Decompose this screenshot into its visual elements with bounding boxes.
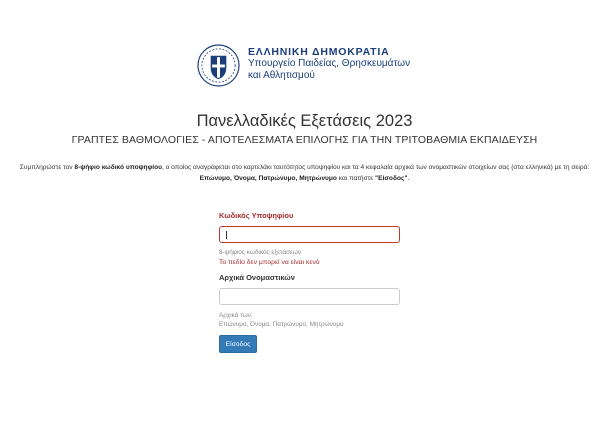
page-subtitle: ΓΡΑΠΤΕΣ ΒΑΘΜΟΛΟΓΙΕΣ - ΑΠΟΤΕΛΕΣΜΑΤΑ ΕΠΙΛΟΓΗΣ ΓΙΑ ΤΗΝ ΤΡΙΤΟΒΑΘΜΙΑ ΕΚΠΑΙΔΕΥΣΗ xyxy=(71,134,538,146)
initials-input[interactable] xyxy=(219,288,400,305)
instructions-part3: και πατήστε xyxy=(336,174,376,182)
text-caret xyxy=(226,231,227,239)
instructions-text xyxy=(2,163,607,184)
ministry-line3: και Αθλητισμού xyxy=(248,70,315,81)
ministry-line2: Υπουργείο Παιδείας, Θρησκευμάτων xyxy=(248,58,411,69)
initials-help-1: Αρχικά των: xyxy=(219,312,253,319)
instructions-bold3: "Είσοδος" xyxy=(375,174,408,182)
instructions-bold1: 8-ψήφιο κωδικό υποψηφίου xyxy=(74,164,163,171)
candidate-code-help: 8-ψήφιος κωδικός εξετάσεων xyxy=(219,249,302,256)
initials-label: Αρχικά Ονομαστικών xyxy=(219,273,295,282)
ministry-name xyxy=(248,44,410,82)
instructions-bold2: Επώνυμο, Όνομα, Πατρώνυμο, Μητρώνυμο xyxy=(199,174,337,182)
instructions-part2: , ο οποίος αναγράφεται στο καρτελάκι ταυτότητος υποψηφίου και τα 4 κεφαλαία αρχικά των ονομαστικών στοιχείων σας (στα ελληνικά) με τη σειρά: xyxy=(162,164,590,171)
candidate-code-label: Κωδικός Υποψηφίου xyxy=(219,211,294,220)
instructions-part1: Συμπληρώστε τον xyxy=(19,164,75,171)
candidate-code-input[interactable] xyxy=(219,226,400,243)
instructions-part4: . xyxy=(407,174,410,182)
initials-help-2: Επώνυμο, Όνομα, Πατρώνυμο, Μητρώνυμο xyxy=(219,321,344,328)
candidate-code-error: Το πεδίο δεν μπορεί να είναι κενό xyxy=(219,259,320,266)
ministry-line1: ΕΛΛΗΝΙΚΗ ΔΗΜΟΚΡΑΤΙΑ xyxy=(248,46,390,58)
page-title: Πανελλαδικές Εξετάσεις 2023 xyxy=(196,112,413,130)
login-form xyxy=(219,211,404,329)
greek-emblem-icon xyxy=(197,44,240,87)
ministry-header xyxy=(197,44,410,87)
submit-button[interactable]: Είσοδος xyxy=(219,335,257,353)
